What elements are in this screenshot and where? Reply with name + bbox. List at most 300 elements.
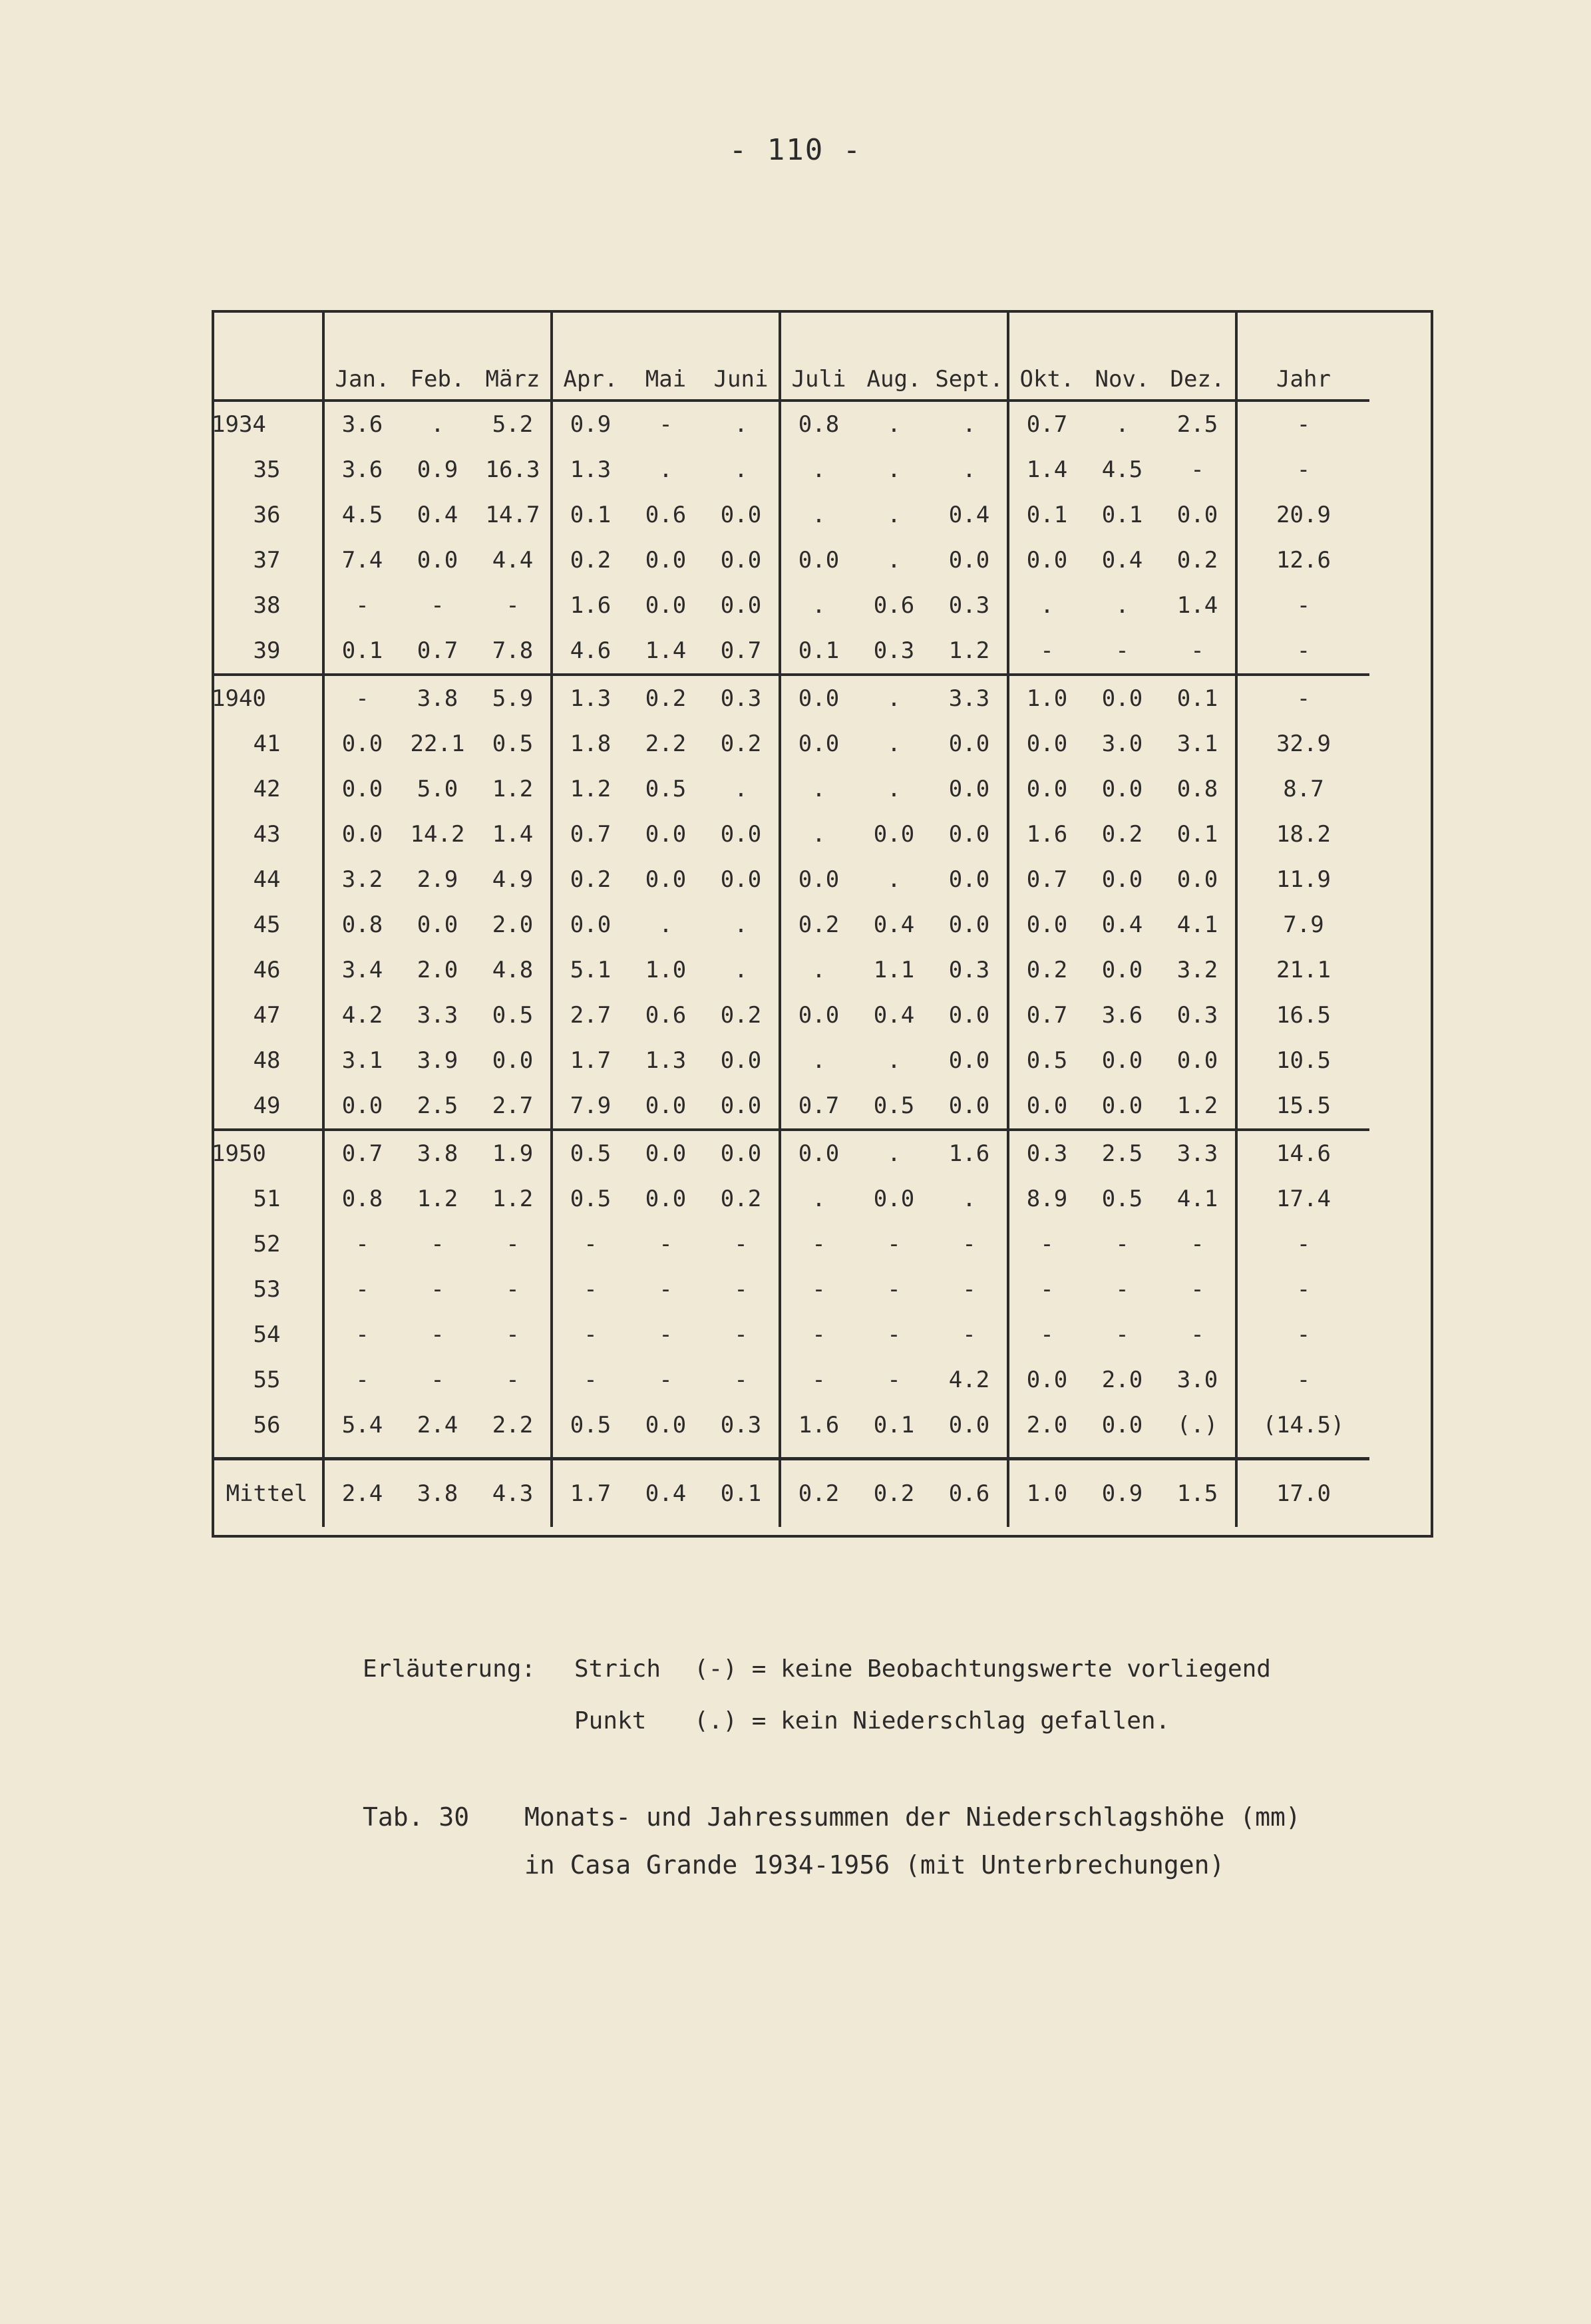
value-cell: 0.0: [1026, 1092, 1068, 1119]
value-cell: 3.1: [1160, 721, 1236, 766]
legend-symbol: (.): [694, 1707, 738, 1735]
value-cell: 0.0: [873, 1186, 915, 1212]
value-cell: -: [1160, 1222, 1236, 1267]
value-cell: 0.7: [570, 821, 612, 848]
year-cell: 41: [212, 721, 323, 766]
value-cell: 1.3: [570, 456, 612, 483]
value-cell: 3.6: [341, 411, 383, 438]
table-row: [212, 1130, 1369, 1176]
year-cell: 48: [212, 1038, 323, 1083]
value-cell: -: [1115, 1276, 1129, 1303]
value-cell: 0.0: [703, 538, 780, 583]
value-cell: 1.2: [932, 628, 1008, 675]
legend-symbol: (-): [694, 1655, 738, 1683]
value-cell: 0.0: [417, 912, 458, 938]
value-cell: (.): [1160, 1403, 1236, 1448]
value-cell: .: [659, 912, 673, 938]
value-cell: .: [812, 1047, 826, 1074]
value-cell: 1.2: [475, 1176, 552, 1222]
table-row: [212, 1038, 1369, 1083]
value-cell: 3.6: [1101, 1002, 1143, 1029]
value-cell: 0.3: [1160, 993, 1236, 1038]
value-cell: 0.4: [1101, 912, 1143, 938]
annual-total-cell: 12.6: [1276, 547, 1331, 574]
value-cell: -: [659, 1367, 673, 1393]
header-apr: Apr.: [552, 310, 628, 401]
spacer-cell: [212, 1448, 323, 1459]
value-cell: .: [887, 1047, 901, 1074]
value-cell: -: [355, 1231, 369, 1257]
mean-value-cell: 1.0: [1008, 1459, 1085, 1528]
table-row: [212, 766, 1369, 812]
value-cell: .: [932, 1176, 1008, 1222]
value-cell: 0.0: [1101, 776, 1143, 802]
value-cell: 0.5: [570, 1186, 612, 1212]
value-cell: 0.4: [873, 912, 915, 938]
value-cell: 0.0: [341, 1092, 383, 1119]
value-cell: -: [584, 1231, 598, 1257]
value-cell: 5.0: [417, 776, 458, 802]
value-cell: 3.4: [341, 957, 383, 983]
value-cell: 2.2: [645, 731, 687, 757]
value-cell: 0.2: [1026, 957, 1068, 983]
value-cell: 0.1: [798, 637, 840, 664]
mean-value-cell: 1.7: [552, 1459, 628, 1528]
value-cell: 0.6: [645, 1002, 687, 1029]
value-cell: 0.0: [1026, 912, 1068, 938]
value-cell: 3.3: [1160, 1130, 1236, 1176]
value-cell: .: [856, 675, 932, 721]
value-cell: 0.7: [323, 1130, 400, 1176]
table-row: [212, 812, 1369, 857]
caption-label: Tab. 30: [363, 1802, 470, 1832]
value-cell: .: [887, 411, 901, 438]
value-cell: -: [932, 1222, 1008, 1267]
value-cell: 0.0: [645, 821, 687, 848]
value-cell: 0.0: [341, 731, 383, 757]
table-row: [212, 721, 1369, 766]
value-cell: 1.2: [570, 776, 612, 802]
value-cell: .: [887, 547, 901, 574]
page-number: - 110 -: [729, 133, 862, 167]
value-cell: 1.2: [417, 1186, 458, 1212]
value-cell: .: [703, 947, 780, 993]
value-cell: 7.8: [475, 628, 552, 675]
value-cell: 0.5: [552, 1130, 628, 1176]
value-cell: -: [475, 1222, 552, 1267]
mean-label: Mittel: [212, 1459, 323, 1528]
value-cell: 0.1: [1160, 675, 1236, 721]
annual-total-cell: 17.4: [1276, 1186, 1331, 1212]
mean-value-cell: 0.2: [780, 1459, 856, 1528]
annual-total-cell: 11.9: [1276, 866, 1331, 893]
value-cell: 0.5: [475, 721, 552, 766]
value-cell: 0.0: [798, 866, 840, 893]
value-cell: -: [703, 1222, 780, 1267]
value-cell: 1.1: [873, 957, 915, 983]
value-cell: .: [1115, 592, 1129, 619]
value-cell: 0.0: [341, 821, 383, 848]
value-cell: 4.1: [1160, 902, 1236, 947]
value-cell: .: [703, 401, 780, 447]
header-jan: Jan.: [323, 310, 400, 401]
mean-value-cell: 0.9: [1085, 1459, 1160, 1528]
value-cell: 2.7: [475, 1083, 552, 1130]
legend: [363, 1643, 1271, 1747]
spacer-cell: [703, 1448, 780, 1459]
table-row: [212, 628, 1369, 675]
legend-label: Erläuterung:: [363, 1655, 536, 1683]
value-cell: .: [887, 731, 901, 757]
value-cell: -: [812, 1321, 826, 1348]
value-cell: .: [856, 1130, 932, 1176]
value-cell: -: [1160, 628, 1236, 675]
value-cell: 0.2: [798, 912, 840, 938]
annual-total-cell: 16.5: [1276, 1002, 1331, 1029]
value-cell: -: [659, 1231, 673, 1257]
value-cell: 0.5: [1101, 1186, 1143, 1212]
value-cell: .: [659, 456, 673, 483]
value-cell: 0.0: [1026, 547, 1068, 574]
value-cell: 0.1: [1101, 502, 1143, 528]
value-cell: 4.4: [475, 538, 552, 583]
value-cell: .: [887, 776, 901, 802]
annual-total-cell: 21.1: [1276, 957, 1331, 983]
value-cell: 0.0: [1026, 731, 1068, 757]
value-cell: -: [812, 1231, 826, 1257]
year-cell: 35: [212, 447, 323, 492]
mean-value-cell: 2.4: [323, 1459, 400, 1528]
spacer-cell: [780, 1448, 856, 1459]
table-row: [212, 401, 1369, 447]
value-cell: 7.4: [341, 547, 383, 574]
annual-total-cell: 15.5: [1276, 1092, 1331, 1119]
value-cell: -: [1040, 1231, 1054, 1257]
value-cell: .: [887, 456, 901, 483]
value-cell: 0.3: [932, 947, 1008, 993]
value-cell: 0.2: [703, 721, 780, 766]
value-cell: -: [1115, 637, 1129, 664]
value-cell: -: [932, 1312, 1008, 1357]
value-cell: .: [1115, 411, 1129, 438]
year-cell: 39: [212, 628, 323, 675]
value-cell: 0.0: [1101, 1092, 1143, 1119]
value-cell: 0.0: [780, 1130, 856, 1176]
value-cell: 0.6: [873, 592, 915, 619]
value-cell: 1.6: [798, 1412, 840, 1438]
value-cell: 16.3: [475, 447, 552, 492]
value-cell: -: [584, 1276, 598, 1303]
table-row: [212, 1312, 1369, 1357]
value-cell: 0.0: [570, 912, 612, 938]
value-cell: -: [431, 592, 444, 619]
value-cell: -: [1040, 1276, 1054, 1303]
value-cell: 1.6: [932, 1130, 1008, 1176]
annual-total-cell: -: [1236, 675, 1369, 721]
table-row: [212, 1403, 1369, 1448]
annual-total-cell: 8.7: [1283, 776, 1324, 802]
value-cell: 0.0: [645, 866, 687, 893]
spacer-cell: [1085, 1448, 1160, 1459]
year-cell: 53: [212, 1267, 323, 1312]
value-cell: 0.3: [703, 1403, 780, 1448]
value-cell: 0.0: [475, 1038, 552, 1083]
value-cell: .: [703, 766, 780, 812]
year-cell: 51: [212, 1176, 323, 1222]
value-cell: 2.4: [417, 1412, 458, 1438]
value-cell: 0.1: [1160, 812, 1236, 857]
value-cell: 0.0: [873, 821, 915, 848]
value-cell: -: [1115, 1321, 1129, 1348]
value-cell: -: [355, 592, 369, 619]
spacer-cell: [1160, 1448, 1236, 1459]
value-cell: 4.2: [341, 1002, 383, 1029]
table-row: [212, 1083, 1369, 1130]
value-cell: .: [1040, 592, 1054, 619]
annual-total-cell: -: [1296, 637, 1311, 664]
value-cell: 0.8: [341, 1186, 383, 1212]
value-cell: 4.5: [341, 502, 383, 528]
table-row: [212, 492, 1369, 538]
value-cell: 5.9: [475, 675, 552, 721]
caption-line-1: Monats- und Jahressummen der Niederschlagshöhe (mm): [524, 1802, 1301, 1832]
legend-row: [363, 1643, 1271, 1695]
value-cell: 5.4: [341, 1412, 383, 1438]
value-cell: 1.3: [552, 675, 628, 721]
value-cell: -: [1040, 1321, 1054, 1348]
value-cell: 0.1: [1026, 502, 1068, 528]
value-cell: 0.0: [932, 766, 1008, 812]
value-cell: 2.5: [1085, 1130, 1160, 1176]
year-cell: 56: [212, 1403, 323, 1448]
value-cell: .: [812, 456, 826, 483]
mean-value-cell: 4.3: [475, 1459, 552, 1528]
value-cell: 2.2: [475, 1403, 552, 1448]
value-cell: 1.3: [645, 1047, 687, 1074]
annual-total-cell: -: [1296, 456, 1311, 483]
value-cell: 0.0: [1160, 1038, 1236, 1083]
value-cell: .: [887, 502, 901, 528]
value-cell: 0.9: [570, 411, 612, 438]
legend-text: = keine Beobachtungswerte vorliegend: [751, 1655, 1271, 1683]
header-feb: Feb.: [400, 310, 475, 401]
value-cell: 0.0: [780, 675, 856, 721]
value-cell: 1.2: [1160, 1083, 1236, 1130]
value-cell: -: [887, 1321, 901, 1348]
table-row: [212, 947, 1369, 993]
table-row: [212, 583, 1369, 628]
value-cell: 0.0: [1101, 957, 1143, 983]
value-cell: 0.2: [628, 675, 703, 721]
value-cell: -: [932, 1267, 1008, 1312]
mean-annual-cell: 17.0: [1236, 1459, 1369, 1528]
value-cell: 4.9: [475, 857, 552, 902]
value-cell: 0.0: [1101, 866, 1143, 893]
value-cell: 4.6: [570, 637, 612, 664]
value-cell: -: [355, 1367, 369, 1393]
spacer-cell: [1236, 1448, 1369, 1459]
value-cell: -: [887, 1276, 901, 1303]
precipitation-table: [212, 310, 1369, 1527]
caption-line-2: in Casa Grande 1934-1956 (mit Unterbrechungen): [524, 1850, 1225, 1880]
table-row: [212, 1267, 1369, 1312]
value-cell: 3.8: [400, 675, 475, 721]
header-jul: Juli: [780, 310, 856, 401]
year-cell: 36: [212, 492, 323, 538]
value-cell: 2.0: [417, 957, 458, 983]
annual-total-cell: 20.9: [1276, 502, 1331, 528]
value-cell: 0.7: [798, 1092, 840, 1119]
value-cell: 22.1: [410, 731, 465, 757]
value-cell: 0.2: [570, 866, 612, 893]
value-cell: 0.0: [645, 1412, 687, 1438]
value-cell: 0.0: [932, 1403, 1008, 1448]
value-cell: -: [1160, 1267, 1236, 1312]
value-cell: 0.0: [1026, 776, 1068, 802]
caption-spacer: [363, 1841, 524, 1889]
header-year-total: Jahr: [1236, 310, 1369, 401]
value-cell: 0.0: [703, 857, 780, 902]
value-cell: 0.2: [703, 993, 780, 1038]
value-cell: 1.8: [570, 731, 612, 757]
value-cell: 0.0: [932, 902, 1008, 947]
annual-total-cell: 18.2: [1276, 821, 1331, 848]
value-cell: 0.0: [645, 1186, 687, 1212]
value-cell: 0.5: [645, 776, 687, 802]
value-cell: 0.0: [645, 592, 687, 619]
spacer-cell: [475, 1448, 552, 1459]
value-cell: 0.0: [932, 1038, 1008, 1083]
value-cell: 0.1: [873, 1412, 915, 1438]
value-cell: 3.2: [1160, 947, 1236, 993]
value-cell: 0.7: [703, 628, 780, 675]
annual-total-cell: -: [1296, 411, 1311, 438]
year-cell: 45: [212, 902, 323, 947]
annual-total-cell: -: [1296, 592, 1311, 619]
table-caption: [363, 1793, 1301, 1889]
value-cell: 1.6: [1026, 821, 1068, 848]
value-cell: 0.0: [645, 547, 687, 574]
value-cell: 2.5: [417, 1092, 458, 1119]
mean-value-cell: 0.6: [932, 1459, 1008, 1528]
value-cell: -: [475, 1312, 552, 1357]
value-cell: 0.0: [703, 1130, 780, 1176]
value-cell: 0.0: [798, 1002, 840, 1029]
value-cell: 0.8: [341, 912, 383, 938]
spacer-cell: [400, 1448, 475, 1459]
value-cell: 0.6: [645, 502, 687, 528]
year-cell: 55: [212, 1357, 323, 1403]
header-mar: März: [475, 310, 552, 401]
value-cell: -: [323, 675, 400, 721]
value-cell: 0.4: [417, 502, 458, 528]
value-cell: -: [1160, 447, 1236, 492]
value-cell: .: [812, 592, 826, 619]
value-cell: 0.2: [1101, 821, 1143, 848]
value-cell: .: [812, 502, 826, 528]
value-cell: 0.5: [570, 1412, 612, 1438]
year-cell: 1950: [212, 1130, 323, 1176]
value-cell: 2.5: [1160, 401, 1236, 447]
table-row: [212, 902, 1369, 947]
value-cell: 0.0: [932, 993, 1008, 1038]
caption-row: [363, 1793, 1301, 1841]
value-cell: -: [431, 1367, 444, 1393]
value-cell: 3.1: [341, 1047, 383, 1074]
value-cell: -: [475, 583, 552, 628]
value-cell: 0.0: [932, 721, 1008, 766]
value-cell: .: [812, 776, 826, 802]
value-cell: 0.0: [798, 547, 840, 574]
value-cell: .: [703, 447, 780, 492]
value-cell: 2.7: [570, 1002, 612, 1029]
annual-total-cell: -: [1296, 1321, 1311, 1348]
value-cell: 0.0: [703, 583, 780, 628]
value-cell: 2.0: [1026, 1412, 1068, 1438]
header-row: [212, 310, 1369, 401]
caption-row: [363, 1841, 1301, 1889]
value-cell: -: [887, 1367, 901, 1393]
legend-text: = kein Niederschlag gefallen.: [751, 1707, 1170, 1735]
value-cell: -: [659, 1321, 673, 1348]
value-cell: 0.8: [798, 411, 840, 438]
value-cell: -: [1040, 637, 1054, 664]
value-cell: 0.4: [1101, 547, 1143, 574]
value-cell: 3.3: [417, 1002, 458, 1029]
table-row: [212, 857, 1369, 902]
value-cell: 7.9: [570, 1092, 612, 1119]
header-may: Mai: [628, 310, 703, 401]
value-cell: 0.0: [798, 731, 840, 757]
header-aug: Aug.: [856, 310, 932, 401]
year-cell: 1934: [212, 401, 323, 447]
value-cell: 5.1: [570, 957, 612, 983]
value-cell: .: [812, 957, 826, 983]
value-cell: 0.3: [873, 637, 915, 664]
value-cell: 3.0: [1160, 1357, 1236, 1403]
value-cell: -: [659, 411, 673, 438]
value-cell: 0.5: [873, 1092, 915, 1119]
mean-value-cell: 3.8: [400, 1459, 475, 1528]
value-cell: -: [812, 1276, 826, 1303]
value-cell: 0.0: [645, 1092, 687, 1119]
value-cell: 0.0: [932, 538, 1008, 583]
year-cell: 44: [212, 857, 323, 902]
mean-value-cell: 0.1: [703, 1459, 780, 1528]
value-cell: -: [1160, 1312, 1236, 1357]
legend-term: Punkt: [574, 1707, 647, 1735]
legend-term: Strich: [574, 1655, 661, 1683]
value-cell: 0.0: [703, 1083, 780, 1130]
value-cell: .: [812, 1186, 826, 1212]
header-nov: Nov.: [1085, 310, 1160, 401]
value-cell: 0.4: [932, 492, 1008, 538]
value-cell: 0.0: [628, 1130, 703, 1176]
value-cell: 0.7: [1026, 411, 1068, 438]
value-cell: 0.2: [1160, 538, 1236, 583]
value-cell: 0.3: [703, 675, 780, 721]
value-cell: 0.5: [475, 993, 552, 1038]
table-row: [212, 538, 1369, 583]
spacer-cell: [323, 1448, 400, 1459]
value-cell: 0.0: [932, 812, 1008, 857]
value-cell: .: [703, 902, 780, 947]
value-cell: -: [887, 1231, 901, 1257]
value-cell: -: [475, 1267, 552, 1312]
value-cell: 1.4: [475, 812, 552, 857]
table-row: [212, 1176, 1369, 1222]
value-cell: 1.4: [645, 637, 687, 664]
